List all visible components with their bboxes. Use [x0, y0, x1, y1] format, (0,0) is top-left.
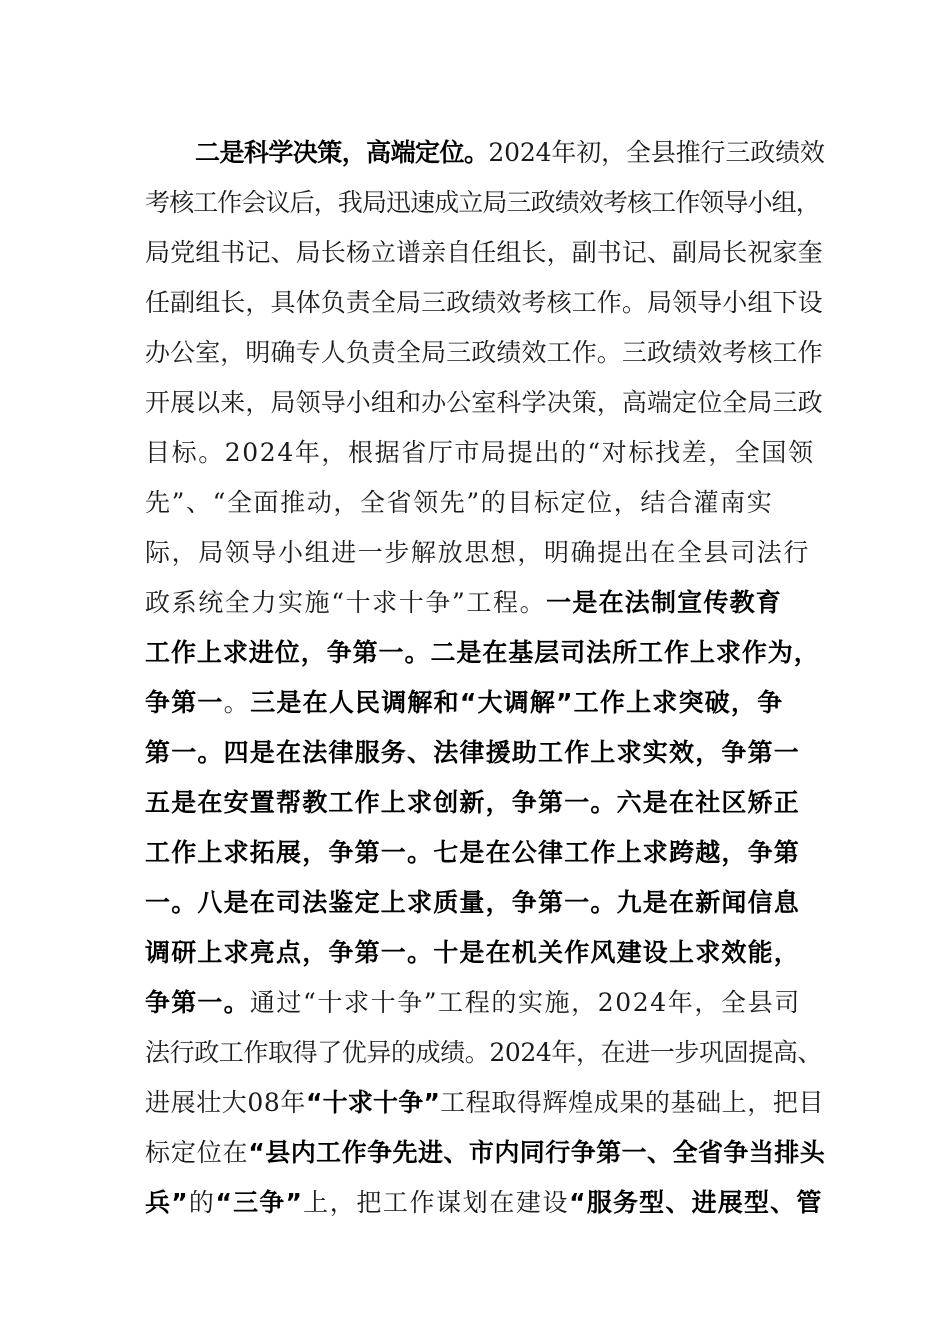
- bold-text-run: 二是科学决策，高端定位。: [195, 138, 489, 167]
- text-run: 。: [223, 688, 251, 717]
- text-line: [145, 1078, 825, 1128]
- text-line: [145, 1178, 825, 1228]
- bold-text-run: 三是在人民调解和“大调解”工作上求突破，争: [250, 688, 784, 717]
- text-run: 局党组书记、局长杨立谱亲自任组长，副书记、副局长祝家奎: [145, 238, 823, 267]
- text-line: [145, 978, 825, 1028]
- bold-text-run: “三争”: [215, 1188, 304, 1217]
- text-line: [145, 928, 825, 978]
- text-line: [145, 678, 825, 728]
- text-line: [145, 1128, 825, 1178]
- text-line: [145, 528, 825, 578]
- text-line: [145, 278, 825, 328]
- text-line: [145, 478, 825, 528]
- text-line: [145, 628, 825, 678]
- text-line: [145, 178, 825, 228]
- text-run: 的: [188, 1188, 216, 1217]
- text-run: 开展以来，局领导小组和办公室科学决策，高端定位全局三政: [145, 388, 823, 417]
- text-run: 进展壮大08年: [145, 1088, 307, 1117]
- bold-text-run: “十求十争”: [306, 1088, 441, 1117]
- text-run: 政系统全力实施“十求十争”工程。: [145, 588, 547, 617]
- text-run: 上，把工作谋划在建设: [303, 1188, 570, 1217]
- bold-text-run: 工作上求进位，争第一。二是在基层司法所工作上求作为，: [145, 638, 820, 667]
- bold-text-run: 一。八是在司法鉴定上求质量，争第一。九是在新闻信息: [145, 888, 801, 917]
- bold-text-run: 兵”: [145, 1188, 189, 1217]
- text-line: [145, 878, 825, 928]
- text-run: 际，局领导小组进一步解放思想，明确提出在全县司法行: [145, 538, 811, 567]
- text-line: [145, 578, 825, 628]
- text-line: [145, 378, 825, 428]
- bold-text-run: 工作上求拓展，争第一。七是在公律工作上求跨越，争第: [145, 838, 801, 867]
- document-body: [145, 128, 825, 1228]
- text-run: 目标。2024年，根据省厅市局提出的“对标找差，全国领: [145, 438, 815, 467]
- bold-text-run: “服务型、进展型、管: [569, 1188, 823, 1217]
- text-line: [145, 228, 825, 278]
- text-line: [145, 128, 825, 178]
- text-run: 考核工作会议后，我局迅速成立局三政绩效考核工作领导小组，: [145, 188, 820, 217]
- text-line: [145, 828, 825, 878]
- text-run: 法行政工作取得了优异的成绩。2024年，在进一步巩固提高、: [145, 1038, 823, 1067]
- bold-text-run: 第一。四是在法律服务、法律援助工作上求实效，争第一: [145, 738, 801, 767]
- bold-text-run: 一是在法制宣传教育: [546, 588, 782, 617]
- text-run: 办公室，明确专人负责全局三政绩效工作。三政绩效考核工作: [145, 338, 823, 367]
- text-line: [145, 1028, 825, 1078]
- bold-text-run: 争第一: [145, 688, 224, 717]
- text-run: 2024年初，全县推行三政绩效: [488, 138, 825, 167]
- text-line: [145, 428, 825, 478]
- bold-text-run: “县内工作争先进、市内同行争第一、全省争当排头: [248, 1138, 826, 1167]
- bold-text-run: 争第一。: [145, 988, 250, 1017]
- text-line: [145, 328, 825, 378]
- bold-text-run: 调研上求亮点，争第一。十是在机关作风建设上求效能，: [145, 938, 801, 967]
- text-run: 通过“十求十争”工程的实施，2024年，全县司: [249, 988, 801, 1017]
- text-run: 标定位在: [145, 1138, 249, 1167]
- text-run: 先”、“全面推动，全省领先”的目标定位，结合灌南实: [145, 488, 774, 517]
- text-line: [145, 728, 825, 778]
- text-run: 任副组长，具体负责全局三政绩效考核工作。局领导小组下设: [145, 288, 823, 317]
- text-line: [145, 778, 825, 828]
- bold-text-run: 五是在安置帮教工作上求创新，争第一。六是在社区矫正: [145, 788, 801, 817]
- text-run: 工程取得辉煌成果的基础上，把目: [440, 1088, 825, 1117]
